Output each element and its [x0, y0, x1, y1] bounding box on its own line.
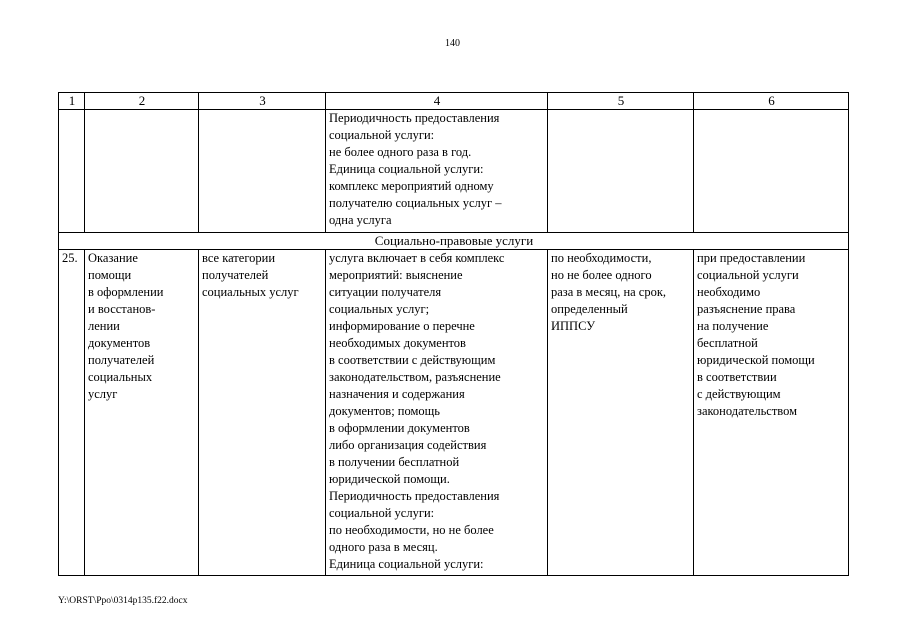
service-periodicity: по необходимости, но не более одного раза в месяц, на срок, определенный ИППСУ	[548, 250, 694, 576]
page-number: 140	[445, 38, 460, 49]
footer-file-path: Y:\ORST\Ppo\0314p135.f22.docx	[58, 596, 188, 606]
row-number: 25.	[59, 250, 85, 576]
service-description: услуга включает в себя комплекс мероприятий: выяснение ситуации получателя социальных услуг; информирование о перечне необходимых документов в соответствии с действующим законодательством, разъяснение назначения и содержания документов; помощь в оформлении документов либо организация содействия в получении бесплатной юридической помощи. Периодичность предоставления социальной услуги: по необходимости, но не более одного раза в месяц. Единица социальной услуги:	[326, 250, 548, 576]
header-row	[59, 93, 849, 110]
service-name: Оказание помощи в оформлении и восстанов- лении документов получателей социальных услуг	[85, 250, 199, 576]
cont-cell-2	[85, 110, 199, 233]
cont-cell-1	[59, 110, 85, 233]
services-table	[58, 92, 849, 576]
service-conditions: при предоставлении социальной услуги необходимо разъяснение права на получение бесплатной юридической помощи в соответствии с действующим законодательством	[694, 250, 849, 576]
recipient-categories: все категории получателей социальных услуг	[199, 250, 326, 576]
header-cell-2: 2	[85, 93, 199, 110]
continuation-row	[59, 110, 849, 233]
header-cell-3: 3	[199, 93, 326, 110]
table-row-25	[59, 250, 849, 576]
section-row	[59, 233, 849, 250]
cont-cell-3	[199, 110, 326, 233]
cont-cell-5	[548, 110, 694, 233]
section-title: Социально-правовые услуги	[59, 233, 849, 250]
cont-cell-6	[694, 110, 849, 233]
header-cell-1: 1	[59, 93, 85, 110]
header-cell-4: 4	[326, 93, 548, 110]
cont-cell-4-periodicity: Периодичность предоставления социальной услуги: не более одного раза в год. Единица социальной услуги: комплекс мероприятий одному получателю социальных услуг – одна услуга	[326, 110, 548, 233]
header-cell-6: 6	[694, 93, 849, 110]
header-cell-5: 5	[548, 93, 694, 110]
